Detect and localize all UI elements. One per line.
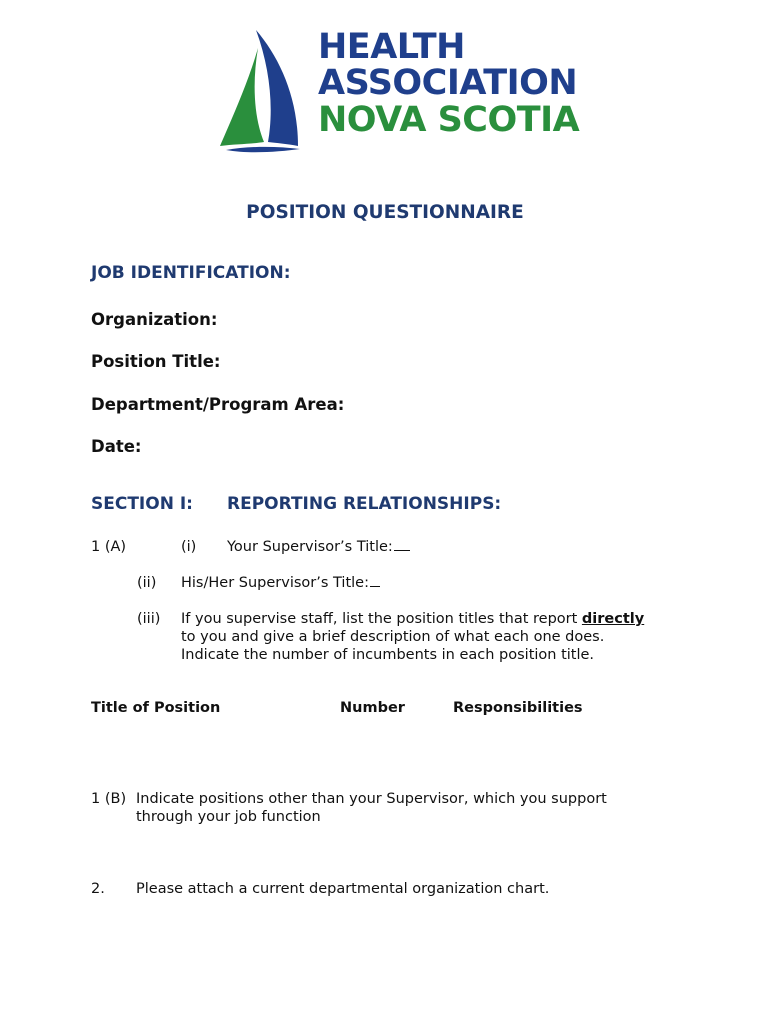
directly-emphasis: directly bbox=[581, 611, 645, 627]
item-iii-line1 bbox=[181, 610, 644, 628]
column-title-of-position: Title of Position bbox=[91, 700, 221, 716]
item-1a-number: 1 (A) bbox=[91, 539, 127, 555]
item-i-marker: (i) bbox=[181, 539, 197, 555]
item-1b-line2: through your job function bbox=[136, 809, 321, 825]
his-her-supervisor-title-blank[interactable] bbox=[370, 574, 380, 587]
supervisor-title-field bbox=[227, 538, 410, 556]
item-iii-marker: (iii) bbox=[137, 611, 161, 627]
his-her-supervisor-title-label: His/Her Supervisor’s Title: bbox=[181, 575, 369, 591]
supervisor-title-blank[interactable] bbox=[394, 538, 410, 551]
column-responsibilities: Responsibilities bbox=[453, 700, 583, 716]
section-1-heading: REPORTING RELATIONSHIPS: bbox=[227, 494, 502, 514]
document-title: POSITION QUESTIONNAIRE bbox=[246, 202, 524, 223]
item-2-number: 2. bbox=[91, 881, 105, 897]
item-1b-number: 1 (B) bbox=[91, 791, 127, 807]
item-iii-line3: Indicate the number of incumbents in each position title. bbox=[181, 647, 595, 663]
logo-text-nova-scotia: NOVA SCOTIA bbox=[318, 100, 580, 140]
job-identification-heading: JOB IDENTIFICATION: bbox=[91, 263, 291, 283]
logo-text-health: HEALTH bbox=[318, 27, 465, 67]
item-1b-line1: Indicate positions other than your Supervisor, which you support bbox=[136, 791, 607, 807]
item-ii-marker: (ii) bbox=[137, 575, 157, 591]
date-label: Date: bbox=[91, 437, 142, 456]
sailboat-logo-icon bbox=[218, 28, 302, 154]
supervisor-title-label: Your Supervisor’s Title: bbox=[227, 539, 393, 555]
organization-label: Organization: bbox=[91, 310, 218, 329]
his-her-supervisor-title-field bbox=[181, 574, 380, 592]
item-iii-line2: to you and give a brief description of what each one does. bbox=[181, 629, 605, 645]
section-1-label: SECTION I: bbox=[91, 494, 193, 514]
position-title-label: Position Title: bbox=[91, 352, 221, 371]
item-2-text: Please attach a current departmental organization chart. bbox=[136, 881, 550, 897]
logo-text-association: ASSOCIATION bbox=[318, 63, 578, 103]
column-number: Number bbox=[340, 700, 405, 716]
item-iii-text: If you supervise staff, list the position titles that report bbox=[181, 611, 582, 627]
department-label: Department/Program Area: bbox=[91, 395, 345, 414]
